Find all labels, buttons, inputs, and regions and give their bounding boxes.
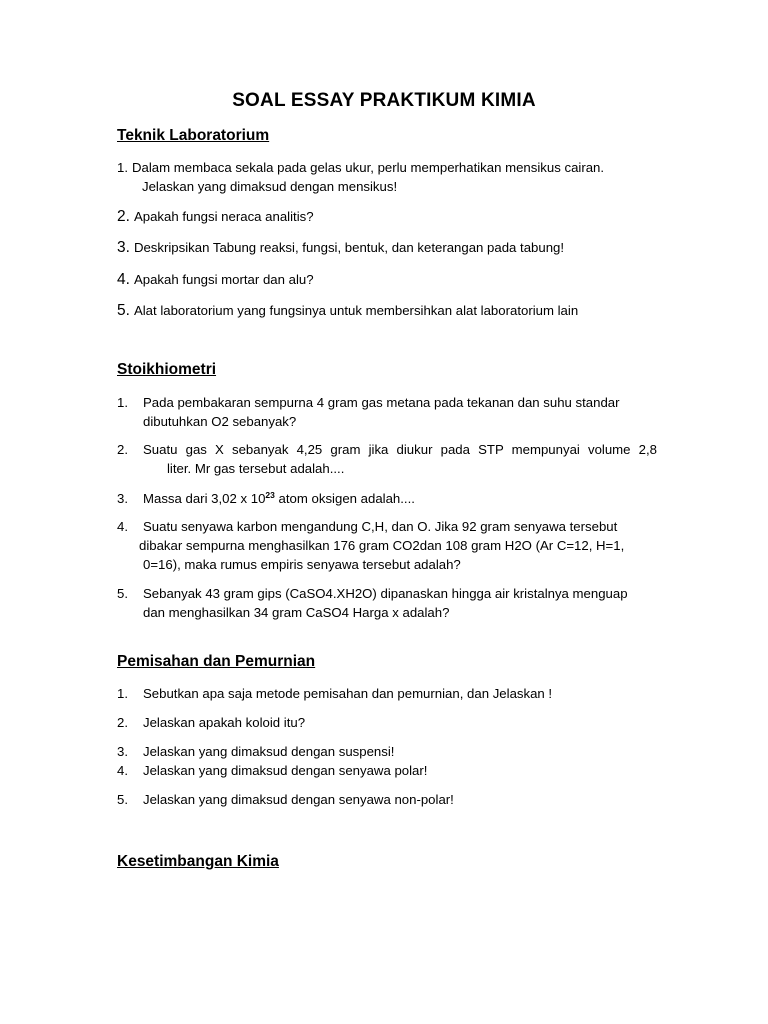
question-text-continued: 0=16), maka rumus empiris senyawa tersebut adalah? — [143, 557, 461, 572]
question-text: Massa dari 3,02 x 10 — [143, 491, 266, 506]
question-number: 2. — [117, 208, 130, 225]
question-1-1 — [117, 158, 657, 196]
question-number: 3. — [117, 239, 130, 256]
question-text: Apakah fungsi mortar dan alu? — [133, 272, 314, 287]
question-number: 2. — [117, 442, 128, 457]
question-text-continued: dibutuhkan O2 sebanyak? — [143, 414, 297, 429]
question-number: 1. — [117, 160, 128, 175]
question-number: 5. — [117, 302, 130, 319]
question-text: Sebanyak 43 gram gips (CaSO4.XH2O) dipanaskan hingga air kristalnya menguap — [143, 586, 628, 601]
question-1-4 — [117, 270, 657, 289]
section-heading-teknik-laboratorium: Teknik Laboratorium — [117, 127, 270, 144]
section-heading-stoikhiometri: Stoikhiometri — [117, 361, 217, 378]
question-number: 3. — [117, 744, 128, 759]
question-number: 1. — [117, 686, 128, 701]
question-text: Apakah fungsi neraca analitis? — [133, 209, 314, 224]
question-number: 5. — [117, 586, 128, 601]
question-2-3 — [117, 489, 657, 508]
question-text: Deskripsikan Tabung reaksi, fungsi, bentuk, dan keterangan pada tabung! — [133, 240, 565, 255]
question-2-5 — [117, 584, 657, 622]
question-text: Jelaskan yang dimaksud dengan senyawa non-polar! — [143, 792, 454, 807]
question-number: 4. — [117, 271, 130, 288]
question-number: 4. — [117, 519, 128, 534]
question-3-1 — [117, 684, 657, 703]
question-1-3 — [117, 238, 657, 257]
section-heading-pemisahan-dan-pemurnian: Pemisahan dan Pemurnian — [117, 653, 316, 670]
question-text: Dalam membaca sekala pada gelas ukur, perlu memperhatikan mensikus cairan. — [132, 160, 605, 175]
question-3-3 — [117, 742, 657, 761]
question-text-continued: dibakar sempurna menghasilkan 176 gram CO2dan 108 gram H2O (Ar C=12, H=1, — [139, 538, 625, 553]
question-text: Jelaskan apakah koloid itu? — [143, 715, 306, 730]
question-3-4 — [117, 761, 657, 780]
question-text-continued: liter. Mr gas tersebut adalah.... — [167, 461, 345, 476]
document-title: SOAL ESSAY PRAKTIKUM KIMIA — [232, 90, 536, 111]
question-text-continued: Jelaskan yang dimaksud dengan mensikus! — [142, 179, 398, 194]
question-3-2 — [117, 713, 657, 732]
question-number: 1. — [117, 395, 128, 410]
question-text: Jelaskan yang dimaksud dengan senyawa polar! — [143, 763, 428, 778]
question-number: 3. — [117, 491, 128, 506]
question-number: 5. — [117, 792, 128, 807]
question-number: 4. — [117, 763, 128, 778]
question-text: Suatu senyawa karbon mengandung C,H, dan O. Jika 92 gram senyawa tersebut — [143, 519, 618, 534]
question-number: 2. — [117, 715, 128, 730]
question-text: Pada pembakaran sempurna 4 gram gas metana pada tekanan dan suhu standar — [143, 395, 620, 410]
question-text: Jelaskan yang dimaksud dengan suspensi! — [143, 744, 395, 759]
question-2-2 — [117, 440, 657, 478]
question-2-4 — [117, 517, 657, 574]
question-3-5 — [117, 790, 657, 809]
question-2-1 — [117, 393, 657, 431]
section-heading-kesetimbangan-kimia: Kesetimbangan Kimia — [117, 853, 279, 870]
question-text-tail: atom oksigen adalah.... — [274, 491, 415, 506]
exponent: 23 — [265, 490, 275, 500]
question-text: Sebutkan apa saja metode pemisahan dan pemurnian, dan Jelaskan ! — [143, 686, 553, 701]
question-text-continued: dan menghasilkan 34 gram CaSO4 Harga x adalah? — [143, 605, 450, 620]
question-1-2 — [117, 207, 657, 226]
question-text: Alat laboratorium yang fungsinya untuk membersihkan alat laboratorium lain — [133, 303, 579, 318]
question-1-5 — [117, 301, 657, 320]
question-text: Suatu gas X sebanyak 4,25 gram jika diukur pada STP mempunyai volume 2,8 — [143, 442, 657, 457]
